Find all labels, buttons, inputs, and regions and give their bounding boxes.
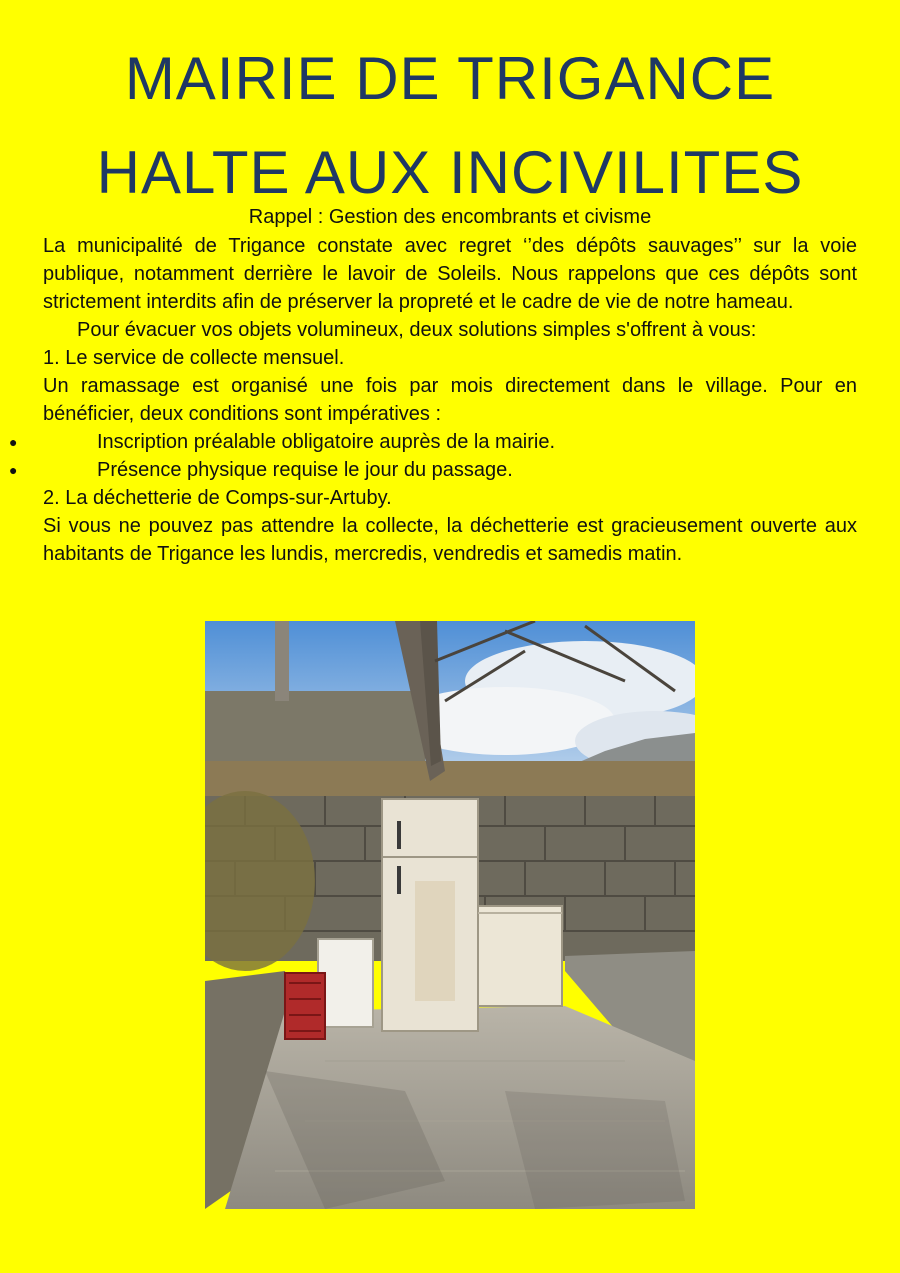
option2-title: 2. La déchetterie de Comps-sur-Artuby. <box>43 487 392 509</box>
intro-paragraph: La municipalité de Trigance constate avec regret ‘’des dépôts sauvages’’ sur la voie publique, notamment derrière le lavoir de Soleils. Nous rappelons que ces dépôts sont strictement interdits afin de préserver la propreté et le cadre de vie de notre hameau. <box>43 235 857 313</box>
list-item <box>9 456 857 484</box>
option1-title: 1. Le service de collecte mensuel. <box>43 347 345 369</box>
photo-illegal-dumping <box>205 621 695 1209</box>
notice-body <box>9 232 857 568</box>
condition-text: Présence physique requise le jour du passage. <box>97 459 513 481</box>
condition-text: Inscription préalable obligatoire auprès de la mairie. <box>97 431 556 453</box>
headline: HALTE AUX INCIVILITES <box>96 139 804 206</box>
solutions-intro: Pour évacuer vos objets volumineux, deux solutions simples s'offrent à vous: <box>77 319 757 341</box>
bullet-icon: ● <box>9 462 18 478</box>
subtitle: Rappel : Gestion des encombrants et civisme <box>248 206 652 228</box>
option2-text: Si vous ne pouvez pas attendre la collecte, la déchetterie est gracieusement ouverte aux habitants de Trigance les lundis, mercredis, vendredis et samedis matin. <box>43 515 857 565</box>
option1-text: Un ramassage est organisé une fois par mois directement dans le village. Pour en bénéficier, deux conditions sont impératives : <box>43 375 857 425</box>
list-item <box>9 428 857 456</box>
bullet-icon: ● <box>9 434 18 450</box>
page-title: MAIRIE DE TRIGANCE <box>124 45 776 112</box>
